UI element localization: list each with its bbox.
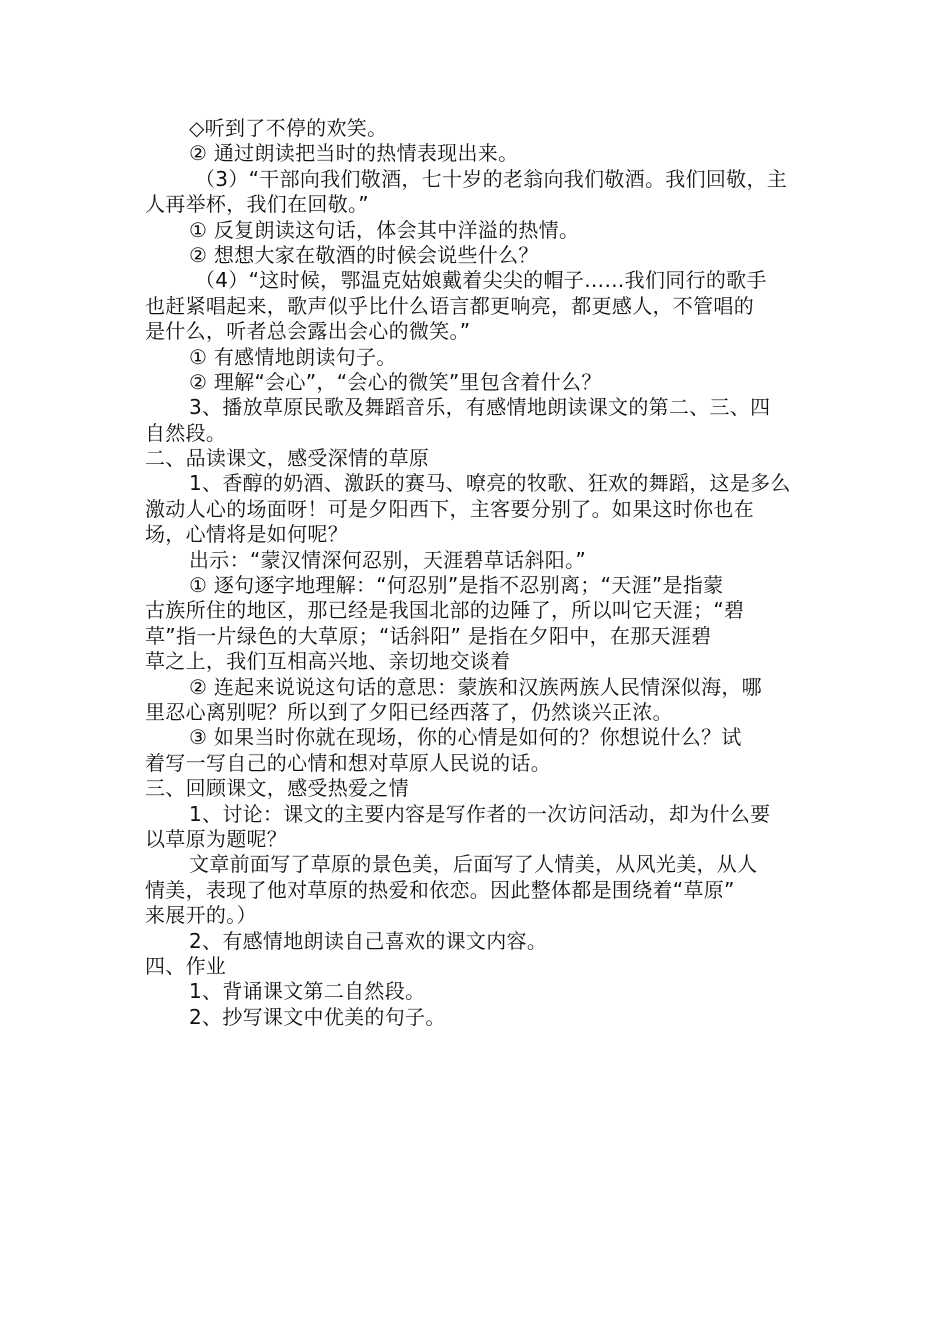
text-line: 自然段。 <box>145 420 227 445</box>
text-line: 出示：“蒙汉情深何忍别，天涯碧草话斜阳。” <box>189 547 587 572</box>
text-line: 着写一写自己的心情和想对草原人民说的话。 <box>145 750 551 775</box>
text-line: 四、作业 <box>145 953 227 978</box>
text-line: 三、回顾课文，感受热爱之情 <box>145 776 409 801</box>
text-line: 人再举杯，我们在回敬。” <box>145 192 369 217</box>
text-line: 情美，表现了他对草原的热爱和依恋。因此整体都是围绕着“草原” <box>145 877 735 902</box>
text-line: 二、品读课文，感受深情的草原 <box>145 446 430 471</box>
text-line: 1、背诵课文第二自然段。 <box>189 979 426 1004</box>
text-line: 1、讨论：课文的主要内容是写作者的一次访问活动，却为什么要 <box>189 801 771 826</box>
text-line: 1、香醇的奶酒、激跃的赛马、嘹亮的牧歌、狂欢的舞蹈，这是多么 <box>189 471 791 496</box>
text-line: ① 有感情地朗读句子。 <box>189 344 397 369</box>
text-line: 3、播放草原民歌及舞蹈音乐，有感情地朗读课文的第二、三、四 <box>189 395 771 420</box>
document-body <box>145 116 805 1030</box>
text-line: ◇听到了不停的欢笑。 <box>189 116 388 140</box>
text-line: 2、抄写课文中优美的句子。 <box>189 1004 446 1029</box>
text-line: （3）“干部向我们敬酒，七十岁的老翁向我们敬酒。我们回敬，主 <box>195 166 788 191</box>
text-line: 激动人心的场面呀！可是夕阳西下，主客要分别了。如果这时你也在 <box>145 496 754 521</box>
text-line: 草之上，我们互相高兴地、亲切地交谈着 <box>145 649 511 674</box>
text-line: ③ 如果当时你就在现场，你的心情是如何的？你想说什么？试 <box>189 725 742 750</box>
text-line: 是什么，听者总会露出会心的微笑。” <box>145 319 471 344</box>
text-line: 也赶紧唱起来，歌声似乎比什么语言都更响亮，都更感人，不管唱的 <box>145 293 754 318</box>
text-line: 2、有感情地朗读自己喜欢的课文内容。 <box>189 928 548 953</box>
text-line: 草”指一片绿色的大草原；“话斜阳” 是指在夕阳中，在那天涯碧 <box>145 623 712 648</box>
text-line: 以草原为题呢？ <box>145 826 288 851</box>
text-line: 古族所住的地区，那已经是我国北部的边陲了，所以叫它天涯；“碧 <box>145 598 745 623</box>
text-line: ① 逐句逐字地理解：“何忍别”是指不忍别离；“天涯”是指蒙 <box>189 573 724 598</box>
text-line: ① 反复朗读这句话，体会其中洋溢的热情。 <box>189 217 580 242</box>
text-line: ② 理解“会心”，“会心的微笑”里包含着什么？ <box>189 369 602 394</box>
text-line: ② 连起来说说这句话的意思：蒙族和汉族两族人民情深似海，哪 <box>189 674 762 699</box>
text-line: （4）“这时候，鄂温克姑娘戴着尖尖的帽子……我们同行的歌手 <box>195 268 767 293</box>
text-line: 场，心情将是如何呢？ <box>145 522 348 547</box>
text-line: 文章前面写了草原的景色美，后面写了人情美，从风光美，从人 <box>189 852 758 877</box>
text-line: 里忍心离别呢？所以到了夕阳已经西落了，仍然谈兴正浓。 <box>145 699 673 724</box>
text-line: 来展开的。） <box>145 903 257 928</box>
text-line: ② 想想大家在敬酒的时候会说些什么？ <box>189 242 539 267</box>
text-line: ② 通过朗读把当时的热情表现出来。 <box>189 141 519 166</box>
